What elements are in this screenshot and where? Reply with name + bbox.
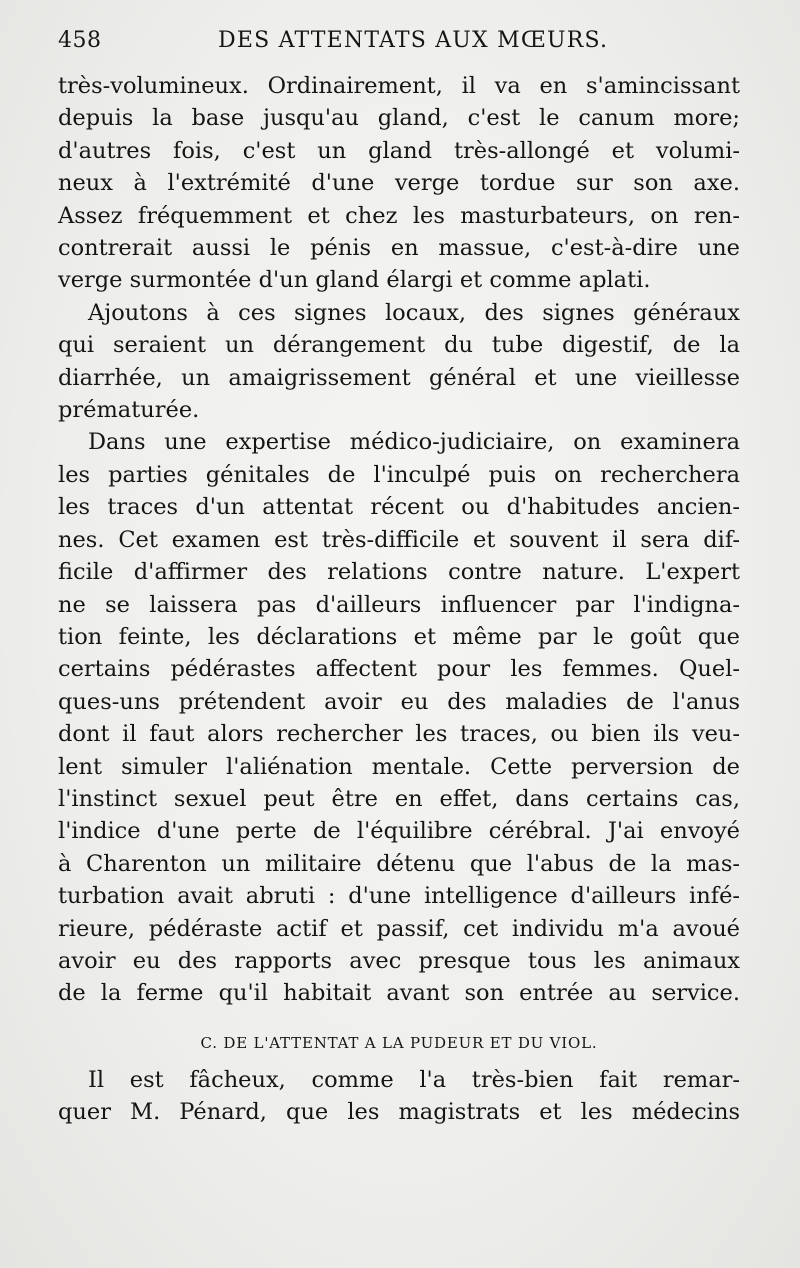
text-line: neux à l'extrémité d'une verge tordue sur son axe. [58,170,740,197]
text-line: prématurée. [58,397,200,424]
text-line: avoir eu des rapports avec presque tous les animaux [58,947,740,974]
running-title: DES ATTENTATS AUX MŒURS. [218,28,609,53]
text-line: ques-uns prétendent avoir eu des maladies de l'anus [58,688,740,715]
text-line: Ajoutons à ces signes locaux, des signes généraux [88,299,740,326]
text-line: tion feinte, les déclarations et même par le goût que [58,623,740,650]
page-header [58,28,738,62]
text-line: quer M. Pénard, que les magistrats et les médecins [58,1099,740,1126]
text-line: turbation avait abruti : d'une intelligence d'ailleurs infé- [58,883,740,910]
section-heading: C. DE L'ATTENTAT A LA PUDEUR ET DU VIOL. [200,1034,598,1052]
page-number: 458 [58,28,102,53]
text-line: à Charenton un militaire détenu que l'abus de la mas- [58,850,740,877]
text-line: nes. Cet examen est très-difficile et souvent il sera dif- [58,526,740,553]
final-paragraph [58,1064,740,1129]
text-line: les traces d'un attentat récent ou d'habitudes ancien- [58,494,740,521]
text-line: contrerait aussi le pénis en massue, c'est-à-dire une [58,235,740,262]
text-line: Il est fâcheux, comme l'a très-bien fait remar- [88,1067,740,1093]
text-line: rieure, pédéraste actif et passif, cet individu m'a avoué [58,915,740,942]
text-line: l'indice d'une perte de l'équilibre cérébral. J'ai envoyé [58,818,740,845]
text-line: ne se laissera pas d'ailleurs influencer par l'indigna- [58,591,740,618]
body-text [58,70,740,1010]
text-line: Dans une expertise médico-judiciaire, on examinera [88,429,740,456]
text-line: diarrhée, un amaigrissement général et une vieillesse [58,364,740,391]
text-line: ficile d'affirmer des relations contre nature. L'expert [58,559,740,586]
text-line: l'instinct sexuel peut être en effet, dans certains cas, [58,785,740,812]
text-line: depuis la base jusqu'au gland, c'est le canum more; [58,105,740,132]
text-line: d'autres fois, c'est un gland très-allongé et volumi- [58,137,740,164]
text-line: qui seraient un dérangement du tube digestif, de la [58,332,740,359]
text-line: Assez fréquemment et chez les masturbateurs, on ren- [58,202,740,229]
text-line: dont il faut alors rechercher les traces, ou bien ils veu- [58,721,740,748]
text-line: certains pédérastes affectent pour les femmes. Quel- [58,656,740,683]
paragraph-3 [58,426,740,1009]
text-line: lent simuler l'aliénation mentale. Cette perversion de [58,753,740,780]
paragraph-2 [58,297,740,427]
text-line: très-volumineux. Ordinairement, il va en s'amincissant [58,73,740,99]
text-line: de la ferme qu'il habitait avant son entrée au service. [58,980,740,1007]
text-line: les parties génitales de l'inculpé puis on recherchera [58,461,740,488]
paragraph-1 [58,70,740,297]
text-line: verge surmontée d'un gland élargi et comme aplati. [58,267,651,294]
